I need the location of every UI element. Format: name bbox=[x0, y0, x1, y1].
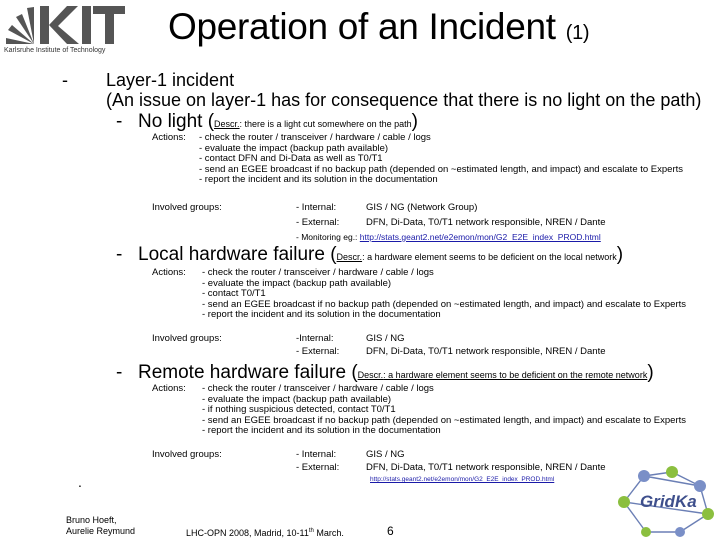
actions-list bbox=[199, 133, 683, 186]
action-item: - report the incident and its solution in the documentation bbox=[199, 174, 438, 186]
event-suffix: March. bbox=[313, 528, 344, 538]
internal-value: GIS / NG (Network Group) bbox=[366, 202, 478, 213]
groups-label: Involved groups: bbox=[152, 333, 222, 344]
monitoring-label: - Monitoring eg.: bbox=[296, 232, 358, 242]
action-item: - check the router / transceiver / hardware / cable / logs bbox=[202, 267, 434, 278]
internal-label: -Internal: bbox=[296, 333, 334, 344]
section-title-line bbox=[138, 362, 654, 384]
internal-value: GIS / NG bbox=[366, 449, 405, 460]
page-number: 6 bbox=[387, 524, 394, 538]
internal-value: GIS / NG bbox=[366, 333, 405, 344]
action-item: - evaluate the impact (backup path available) bbox=[202, 393, 392, 405]
descr-text: : a hardware element seems to be deficient on the local network bbox=[362, 252, 617, 262]
event-text: LHC-OPN 2008, Madrid, 10-11 bbox=[186, 528, 309, 538]
external-value: DFN, Di-Data, T0/T1 network responsible, NREN / Dante bbox=[366, 462, 606, 473]
action-item: - check the router / transceiver / hardware / cable / logs bbox=[202, 383, 434, 394]
groups-label: Involved groups: bbox=[152, 202, 222, 213]
external-label: - External: bbox=[296, 346, 340, 357]
actions-label: Actions: bbox=[152, 132, 186, 143]
stray-bullet: . bbox=[78, 474, 82, 490]
section-close: ) bbox=[616, 244, 624, 265]
section-dash: - bbox=[116, 362, 123, 383]
action-item: - send an EGEE broadcast if no backup path (depended on ~estimated length, and impact) and escalate to Experts bbox=[202, 414, 687, 426]
action-item: - evaluate the impact (backup path available) bbox=[202, 277, 392, 289]
external-value: DFN, Di-Data, T0/T1 network responsible, NREN / Dante bbox=[366, 217, 606, 228]
section-close: ) bbox=[647, 362, 654, 383]
slide-title-number: (1) bbox=[565, 22, 590, 44]
section-title: No light ( bbox=[138, 111, 215, 132]
groups-label: Involved groups: bbox=[152, 449, 222, 460]
descr-text: : a hardware element seems to be deficient on the remote network bbox=[383, 370, 648, 380]
section-title: Local hardware failure ( bbox=[138, 244, 337, 265]
descr-label: Descr. bbox=[357, 370, 384, 380]
author-name: Aurelie Reymund bbox=[66, 526, 136, 536]
heading-bullet: - bbox=[62, 70, 68, 90]
action-item: - send an EGEE broadcast if no backup path (depended on ~estimated length, and impact) and escalate to Experts bbox=[199, 163, 684, 175]
action-item: - report the incident and its solution in the documentation bbox=[202, 309, 441, 321]
section-title-line bbox=[138, 111, 418, 133]
slide-title-text: Operation of an Incident bbox=[168, 6, 556, 47]
section-dash: - bbox=[116, 244, 123, 265]
monitoring-link[interactable]: http://stats.geant2.net/e2emon/mon/G2_E2E_index_PROD.html bbox=[370, 476, 555, 483]
section-title: Remote hardware failure ( bbox=[138, 362, 358, 383]
actions-label: Actions: bbox=[152, 383, 186, 394]
internal-label: - Internal: bbox=[296, 202, 337, 213]
footer-authors bbox=[66, 515, 135, 537]
actions-list bbox=[202, 384, 686, 437]
action-item: - evaluate the impact (backup path available) bbox=[199, 142, 389, 154]
internal-label: - Internal: bbox=[296, 449, 337, 460]
section-close: ) bbox=[411, 111, 418, 132]
actions-label: Actions: bbox=[152, 267, 186, 278]
monitoring-line bbox=[296, 232, 601, 242]
event-sup: th bbox=[308, 528, 314, 534]
kit-logo-subtitle: Karlsruhe Institute of Technology bbox=[4, 47, 106, 54]
author-name: Bruno Hoeft, bbox=[66, 515, 117, 525]
section-title-line bbox=[138, 244, 623, 266]
heading-layer1: Layer-1 incident bbox=[106, 70, 235, 90]
gridka-logo bbox=[610, 462, 718, 540]
action-item: - report the incident and its solution in the documentation bbox=[202, 425, 441, 437]
action-item: - contact T0/T1 bbox=[202, 288, 266, 300]
action-item: - send an EGEE broadcast if no backup path (depended on ~estimated length, and impact) and escalate to Experts bbox=[202, 298, 687, 310]
monitoring-link[interactable]: http://stats.geant2.net/e2emon/mon/G2_E2E_index_PROD.html bbox=[359, 232, 601, 242]
external-label: - External: bbox=[296, 462, 340, 473]
gridka-label: GridKa bbox=[640, 492, 697, 511]
footer-event bbox=[186, 526, 344, 539]
action-item: - if nothing suspicious detected, contact T0/T1 bbox=[202, 404, 396, 416]
heading-layer1-desc: (An issue on layer-1 has for consequence that there is no light on the path) bbox=[106, 90, 702, 110]
descr-label: Descr. bbox=[214, 119, 240, 129]
actions-list bbox=[202, 268, 686, 321]
action-item: - contact DFN and Di-Data as well as T0/T1 bbox=[199, 153, 383, 165]
kit-logo bbox=[4, 2, 126, 60]
slide-title bbox=[168, 6, 589, 48]
external-label: - External: bbox=[296, 217, 340, 228]
descr-label: Descr. bbox=[336, 252, 363, 262]
action-item: - check the router / transceiver / hardware / cable / logs bbox=[199, 132, 431, 143]
external-value: DFN, Di-Data, T0/T1 network responsible, NREN / Dante bbox=[366, 346, 606, 357]
section-dash: - bbox=[116, 111, 123, 132]
descr-text: : there is a light cut somewhere on the path bbox=[239, 119, 412, 129]
